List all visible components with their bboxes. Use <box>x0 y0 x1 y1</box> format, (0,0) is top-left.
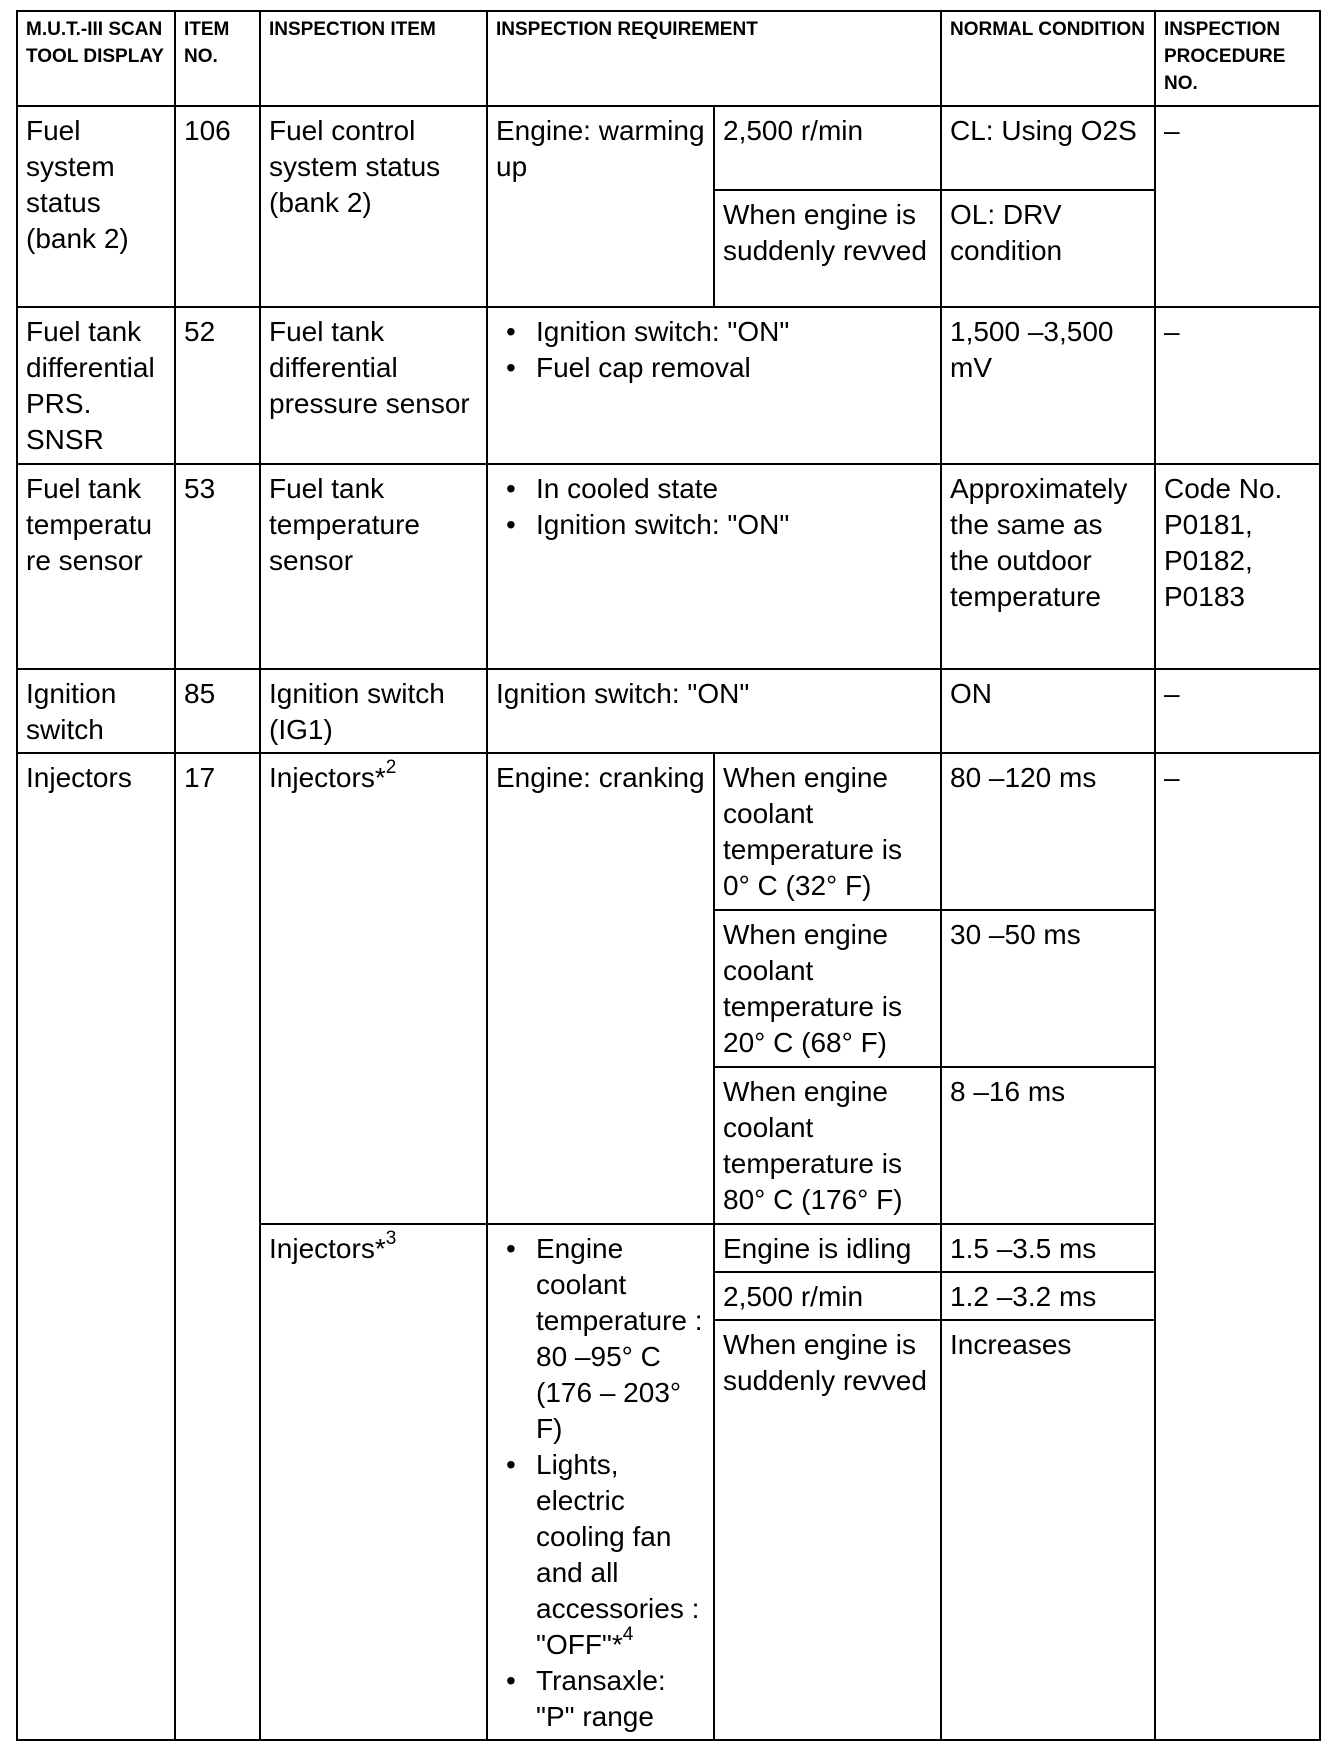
cell-item-no: 106 <box>175 106 260 307</box>
cell-item-no: 52 <box>175 307 260 464</box>
cell-condition: Engine is idling <box>714 1224 941 1272</box>
cell-inspection-item: Ignition switch (IG1) <box>260 669 487 753</box>
header-inspection-item: INSPECTION ITEM <box>260 11 487 106</box>
cell-requirement <box>487 307 941 464</box>
footnote-marker: 4 <box>622 1623 634 1645</box>
cell-display: Fuel tank temperatu re sensor <box>17 464 175 669</box>
cell-condition: When engine coolant temperature is 80° C (176° F) <box>714 1067 941 1224</box>
header-item-no: ITEM NO. <box>175 11 260 106</box>
cell-normal: Increases <box>941 1320 1155 1740</box>
cell-condition: When engine coolant temperature is 20° C (68° F) <box>714 910 941 1067</box>
cell-display: Ignition switch <box>17 669 175 753</box>
cell-item-no: 53 <box>175 464 260 669</box>
cell-inspection-item: Fuel control system status (bank 2) <box>260 106 487 307</box>
cell-inspection-item: Fuel tank differential pressure sensor <box>260 307 487 464</box>
cell-condition: 2,500 r/min <box>714 106 941 190</box>
cell-procedure: – <box>1155 106 1320 307</box>
cell-normal: 8 –16 ms <box>941 1067 1155 1224</box>
cell-display: Injectors <box>17 753 175 1740</box>
cell-inspection-item <box>260 753 487 1224</box>
cell-condition: When engine is suddenly revved <box>714 190 941 307</box>
cell-normal: 1.2 –3.2 ms <box>941 1272 1155 1320</box>
cell-procedure: – <box>1155 753 1320 1740</box>
header-normal-condition: NORMAL CONDITION <box>941 11 1155 106</box>
list-item-text: Lights, electric cooling fan and all accessories : "OFF"* <box>536 1449 700 1660</box>
cell-display: Fuel system status (bank 2) <box>17 106 175 307</box>
inspection-table-page <box>16 10 1319 1741</box>
list-item: • Engine coolant temperature : 80 –95° C (176 – 203° F) <box>496 1231 707 1447</box>
cell-normal: OL: DRV condition <box>941 190 1155 307</box>
table-row <box>17 464 1320 669</box>
cell-procedure: – <box>1155 669 1320 753</box>
cell-requirement: Engine: warming up <box>487 106 714 307</box>
cell-normal: 1.5 –3.5 ms <box>941 1224 1155 1272</box>
requirement-list <box>496 314 934 386</box>
requirement-list <box>496 471 934 543</box>
cell-normal: Approximately the same as the outdoor temperature <box>941 464 1155 669</box>
item-label: Injectors* <box>269 1233 386 1264</box>
table-row <box>17 669 1320 753</box>
table-row <box>17 106 1320 190</box>
list-item: • Fuel cap removal <box>496 350 934 386</box>
cell-normal: CL: Using O2S <box>941 106 1155 190</box>
list-item: • Ignition switch: "ON" <box>496 314 934 350</box>
cell-inspection-item: Fuel tank temperature sensor <box>260 464 487 669</box>
footnote-marker: 2 <box>385 756 397 778</box>
header-inspection-requirement: INSPECTION REQUIREMENT <box>487 11 941 106</box>
cell-requirement <box>487 464 941 669</box>
list-item: • Transaxle: "P" range <box>496 1663 707 1735</box>
cell-requirement: Ignition switch: "ON" <box>487 669 941 753</box>
cell-normal: 1,500 –3,500 mV <box>941 307 1155 464</box>
table-header-row <box>17 11 1320 106</box>
inspection-table <box>16 10 1321 1741</box>
list-item <box>496 1447 707 1663</box>
cell-normal: 30 –50 ms <box>941 910 1155 1067</box>
requirement-list <box>496 1231 707 1735</box>
cell-item-no: 85 <box>175 669 260 753</box>
cell-condition: When engine coolant temperature is 0° C (32° F) <box>714 753 941 910</box>
table-row <box>17 307 1320 464</box>
cell-display: Fuel tank differential PRS. SNSR <box>17 307 175 464</box>
cell-procedure: Code No. P0181, P0182, P0183 <box>1155 464 1320 669</box>
cell-condition: 2,500 r/min <box>714 1272 941 1320</box>
cell-requirement <box>487 1224 714 1740</box>
footnote-marker: 3 <box>385 1227 397 1249</box>
list-item: • In cooled state <box>496 471 934 507</box>
item-label: Injectors* <box>269 762 386 793</box>
cell-normal: ON <box>941 669 1155 753</box>
cell-condition: When engine is suddenly revved <box>714 1320 941 1740</box>
cell-procedure: – <box>1155 307 1320 464</box>
header-display: M.U.T.-III SCAN TOOL DISPLAY <box>17 11 175 106</box>
cell-item-no: 17 <box>175 753 260 1740</box>
header-procedure-no: INSPECTION PROCEDURE NO. <box>1155 11 1320 106</box>
cell-requirement: Engine: cranking <box>487 753 714 1224</box>
table-row <box>17 753 1320 910</box>
list-item: • Ignition switch: "ON" <box>496 507 934 543</box>
cell-inspection-item <box>260 1224 487 1740</box>
cell-normal: 80 –120 ms <box>941 753 1155 910</box>
